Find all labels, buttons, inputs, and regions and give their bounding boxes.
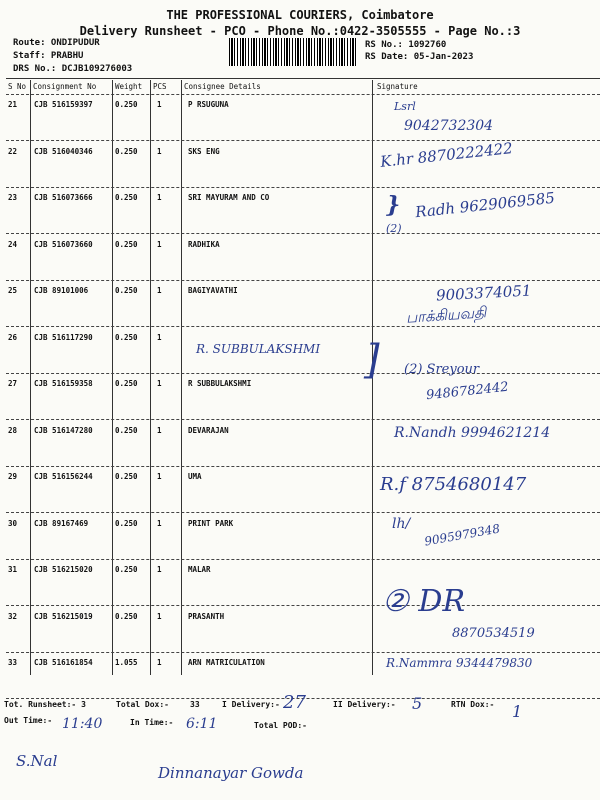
hw-phone-28: R.Nandh 9994621214 [394, 425, 551, 441]
col-header-weight: Weight [115, 82, 143, 91]
hw-phone-25: 9003374051 [435, 281, 532, 305]
row-sno: 32 [8, 612, 18, 621]
rtn-dox-value: 1 [512, 702, 523, 721]
col-header-signature: Signature [377, 82, 418, 91]
row-consignee: BAGIYAVATHI [188, 286, 238, 295]
row-divider [6, 466, 600, 467]
row-consignment-no: CJB 516040346 [34, 147, 93, 156]
row-consignment-no: CJB 516073666 [34, 193, 93, 202]
staff-label: Staff: PRABHU [13, 51, 84, 61]
row-sno: 29 [8, 472, 18, 481]
col-divider [150, 80, 151, 675]
row-sno: 30 [8, 519, 18, 528]
row-consignee: PRASANTH [188, 612, 225, 621]
hw-phone-29: R.f 8754680147 [380, 474, 527, 495]
row-consignee: RADHIKA [188, 240, 220, 249]
hw-phone-21: 9042732304 [404, 118, 494, 134]
col-header-sno: S No [8, 82, 27, 91]
row-divider [6, 559, 600, 560]
in-time-label: In Time:- [130, 718, 174, 727]
row-consignment-no: CJB 516159397 [34, 100, 93, 109]
tot-runsheet: Tot. Runsheet:- 3 [4, 700, 86, 709]
col-header-pcs: PCS [153, 82, 167, 91]
in-time-value: 6:11 [186, 716, 218, 732]
row-divider [6, 652, 600, 653]
row-consignment-no: CJB 516147280 [34, 426, 93, 435]
row-consignee: ARN MATRICULATION [188, 658, 265, 667]
row-consignment-no: CJB 516159358 [34, 379, 93, 388]
row-consignment-no: CJB 516161854 [34, 658, 93, 667]
row-pcs: 1 [157, 612, 162, 621]
i-delivery-value: 27 [283, 692, 306, 713]
hw-name-26: R. SUBBULAKSHMI [196, 342, 321, 356]
row-consignee: R SUBBULAKSHMI [188, 379, 252, 388]
row-sno: 28 [8, 426, 18, 435]
row-weight: 0.250 [115, 100, 138, 109]
row-divider [6, 512, 600, 513]
row-pcs: 1 [157, 333, 162, 342]
bracket-23-24: } [386, 192, 401, 218]
row-consignment-no: CJB 89101006 [34, 286, 89, 295]
col-header-consignment: Consignment No [33, 82, 97, 91]
hw-name-33: R.Nammra 9344479830 [386, 656, 533, 670]
row-consignee: SRI MAYURAM AND CO [188, 193, 270, 202]
row-weight: 1.055 [115, 658, 138, 667]
row-weight: 0.250 [115, 426, 138, 435]
sig-32: ② DR [382, 584, 466, 619]
table-top-rule [6, 78, 600, 79]
row-weight: 0.250 [115, 147, 138, 156]
row-pcs: 1 [157, 286, 162, 295]
row-consignment-no: CJB 516215020 [34, 565, 93, 574]
row-pcs: 1 [157, 426, 162, 435]
row-weight: 0.250 [115, 286, 138, 295]
row-sno: 31 [8, 565, 18, 574]
row-pcs: 1 [157, 240, 162, 249]
hw-phone-30: 9095979348 [423, 521, 501, 549]
bottom-signature: Dinnanayar Gowda [158, 764, 304, 782]
bottom-left-sign: S.Nal [16, 752, 58, 770]
rs-date: RS Date: 05-Jan-2023 [365, 52, 474, 62]
row-consignment-no: CJB 516156244 [34, 472, 93, 481]
row-divider [6, 326, 600, 327]
row-sno: 26 [8, 333, 18, 342]
hw-phone-22: K.hr 8870222422 [379, 139, 514, 171]
row-sno: 21 [8, 100, 18, 109]
row-divider [6, 419, 600, 420]
row-divider [6, 233, 600, 234]
row-pcs: 1 [157, 100, 162, 109]
row-consignee: DEVARAJAN [188, 426, 229, 435]
row-weight: 0.250 [115, 612, 138, 621]
row-divider [6, 605, 600, 606]
row-pcs: 1 [157, 519, 162, 528]
barcode [229, 38, 357, 66]
ii-delivery-value: 5 [412, 694, 423, 713]
circled-2: (2) [386, 222, 402, 235]
row-pcs: 1 [157, 658, 162, 667]
row-sno: 22 [8, 147, 18, 156]
row-consignment-no: CJB 516073660 [34, 240, 93, 249]
row-consignee: P RSUGUNA [188, 100, 229, 109]
header-divider [6, 94, 600, 95]
sig-27: (2) Sreyour [404, 362, 480, 377]
sig-30: lh/ [392, 516, 411, 532]
hw-phone-23: Radh 9629069585 [414, 188, 556, 222]
col-header-consignee: Consignee Details [184, 82, 261, 91]
col-divider [112, 80, 113, 675]
row-sno: 23 [8, 193, 18, 202]
runsheet-subtitle: Delivery Runsheet - PCO - Phone No.:0422-3505555 - Page No.:3 [79, 24, 521, 38]
row-weight: 0.250 [115, 240, 138, 249]
ii-delivery-label: II Delivery:- [333, 700, 396, 709]
route-label: Route: ONDIPUDUR [13, 38, 100, 48]
hw-phone-27: 9486782442 [425, 379, 510, 404]
row-pcs: 1 [157, 147, 162, 156]
row-sno: 33 [8, 658, 18, 667]
row-sno: 24 [8, 240, 18, 249]
total-dox-value: 33 [190, 700, 200, 709]
row-consignee: UMA [188, 472, 202, 481]
row-weight: 0.250 [115, 472, 138, 481]
rtn-dox-label: RTN Dox:- [451, 700, 495, 709]
total-pod-label: Total POD:- [254, 721, 307, 730]
sig-25: பாக்கியவதி [405, 303, 487, 327]
company-title: THE PROFESSIONAL COURIERS, Coimbatore [166, 8, 434, 22]
total-dox-label: Total Dox:- [116, 700, 169, 709]
col-divider [30, 80, 31, 675]
row-consignee: SKS ENG [188, 147, 220, 156]
row-pcs: 1 [157, 472, 162, 481]
row-pcs: 1 [157, 565, 162, 574]
row-pcs: 1 [157, 193, 162, 202]
row-consignee: MALAR [188, 565, 211, 574]
bracket-26-27: ] [364, 337, 380, 383]
row-weight: 0.250 [115, 565, 138, 574]
out-time-label: Out Time:- [4, 716, 53, 725]
rs-number: RS No.: 1092760 [365, 40, 447, 50]
row-divider [6, 280, 600, 281]
row-consignee: PRINT PARK [188, 519, 234, 528]
row-pcs: 1 [157, 379, 162, 388]
row-weight: 0.250 [115, 193, 138, 202]
sig-21: Lsrl [394, 100, 416, 113]
row-sno: 25 [8, 286, 18, 295]
i-delivery-label: I Delivery:- [222, 700, 280, 709]
row-divider [6, 187, 600, 188]
row-consignment-no: CJB 516215019 [34, 612, 93, 621]
row-weight: 0.250 [115, 333, 138, 342]
drs-number: DRS No.: DCJB109276003 [13, 64, 133, 74]
row-divider [6, 373, 600, 374]
row-weight: 0.250 [115, 379, 138, 388]
row-consignment-no: CJB 89167469 [34, 519, 89, 528]
out-time-value: 11:40 [62, 716, 103, 732]
row-sno: 27 [8, 379, 18, 388]
col-divider [181, 80, 182, 675]
row-weight: 0.250 [115, 519, 138, 528]
row-consignment-no: CJB 516117290 [34, 333, 93, 342]
hw-phone-32: 8870534519 [452, 626, 535, 641]
